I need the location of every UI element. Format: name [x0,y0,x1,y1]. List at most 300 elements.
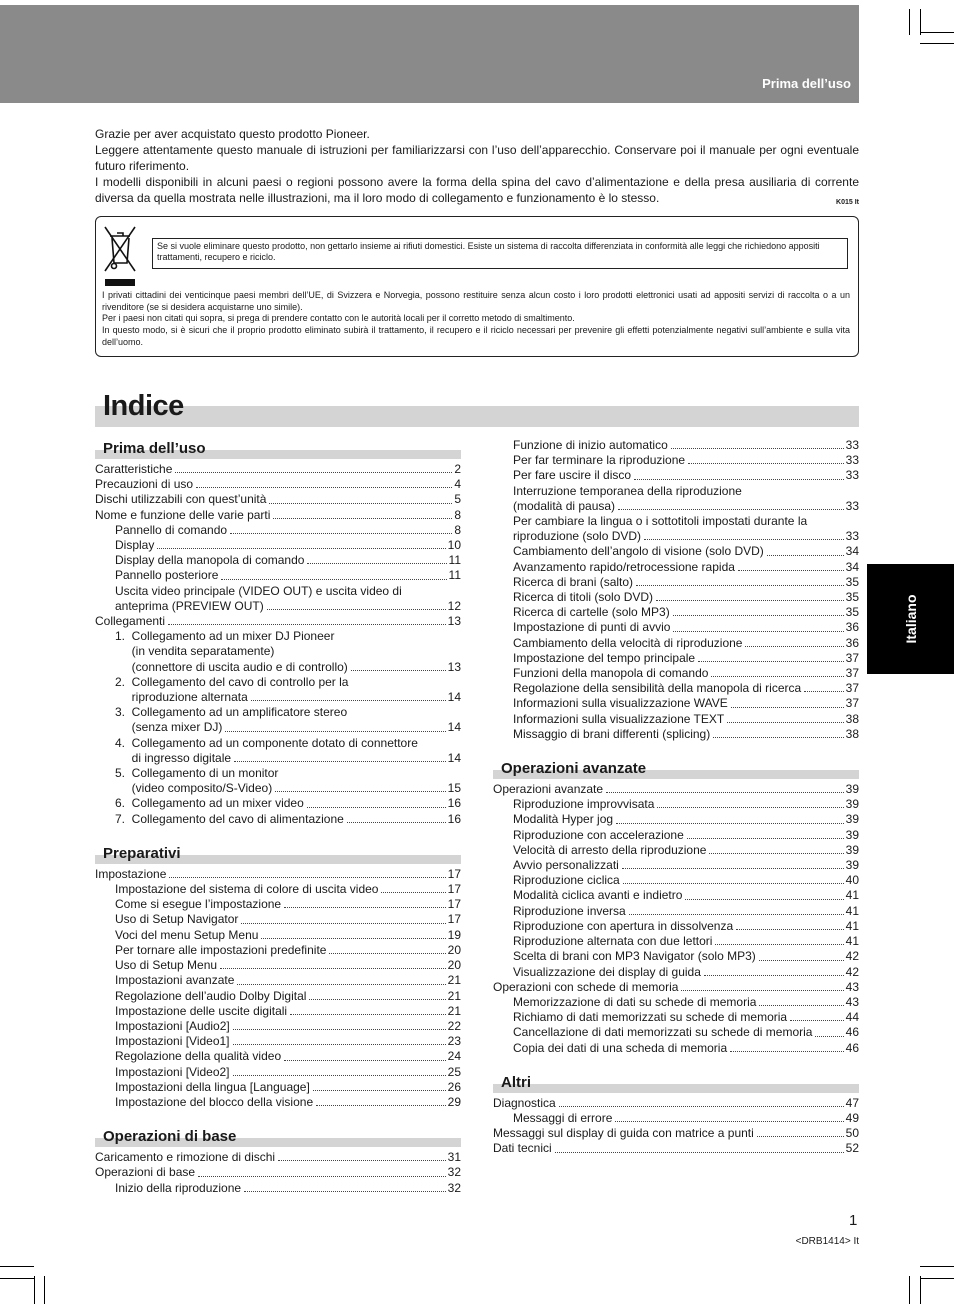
toc-entry-continued: Interruzione temporanea della riproduzione [513,483,742,498]
toc-entry-page: 46 [845,1040,859,1055]
toc-leader-dots [623,883,844,884]
toc-entry[interactable] [95,614,461,629]
toc-entry-page: 15 [447,781,461,796]
toc-entry[interactable] [95,1095,461,1110]
toc-entry[interactable] [95,538,461,553]
toc-entry-title: 6. Collegamento ad un mixer video [115,796,304,811]
toc-entry[interactable] [95,690,461,705]
toc-entry-page: 26 [447,1079,461,1094]
toc-leader-dots [196,487,452,488]
toc-entry-page: 39 [845,842,859,857]
toc-entry-page: 13 [447,614,461,629]
toc-entry[interactable] [95,477,461,492]
toc-leader-dots [244,1191,446,1192]
toc-entry-title: Collegamenti [95,614,166,629]
toc-leader-dots [251,700,446,701]
toc-entry[interactable] [493,1141,859,1156]
toc-leader-dots [290,1014,446,1015]
toc-leader-dots [175,472,452,473]
toc-entry-page: 35 [845,590,859,605]
section-heading [95,843,461,865]
toc-leader-dots [698,661,844,662]
toc-entry-title: Riproduzione inversa [513,903,626,918]
toc-entry-page: 21 [447,1003,461,1018]
toc-leader-dots [759,1005,843,1006]
toc-entry-title: Caricamento e rimozione di dischi [95,1150,276,1165]
toc-leader-dots [687,838,844,839]
toc-entry[interactable] [493,812,859,827]
toc-entry-page: 33 [845,438,859,452]
toc-entry-page: 29 [447,1094,461,1109]
toc-entry[interactable] [95,897,461,912]
toc-leader-dots [555,1152,844,1153]
toc-entry-title: Uso di Setup Menu [115,958,218,973]
toc-leader-dots [657,807,843,808]
toc-entry-page: 35 [845,574,859,589]
toc-entry-title: Messaggi sul display di guida con matrice a punti [493,1126,754,1141]
toc-entry-title: Uso di Setup Navigator [115,912,239,927]
toc-entry[interactable] [493,888,859,903]
toc-leader-dots [685,899,843,900]
toc-entry-continued: 2. Collegamento del cavo di controllo per la [115,674,349,689]
toc-entry-title: Cambiamento dell’angolo di visione (solo DVD) [513,544,764,559]
toc-entry-page: 20 [447,958,461,973]
language-tab [867,564,954,674]
toc-leader-dots [727,722,843,723]
toc-leader-dots [351,670,446,671]
toc-entry-page: 47 [845,1095,859,1110]
toc-leader-dots [616,823,844,824]
toc-entry-page: 37 [845,696,859,711]
toc-entry-page: 35 [845,605,859,620]
toc-entry[interactable] [95,553,461,568]
toc-leader-dots [157,548,445,549]
toc-entry[interactable] [493,529,859,544]
toc-entry-title: 7. Collegamento del cavo di alimentazione [115,811,344,826]
toc-entry-title: Dati tecnici [493,1141,552,1156]
toc-entry-title: Modalità ciclica avanti e indietro [513,888,683,903]
toc-leader-dots [656,600,844,601]
toc-entry-title: Come si esegue l’impostazione [115,897,282,912]
toc-entry-title: Per tornare alle impostazioni predefinite [115,942,327,957]
toc-entry[interactable] [95,867,461,882]
toc-entry-title: Caratteristiche [95,462,173,476]
toc-entry-title: Memorizzazione di dati su schede di memoria [513,994,757,1009]
toc-entry-title: Impostazione del tempo principale [513,650,696,665]
toc-entry[interactable] [95,912,461,927]
toc-entry[interactable] [493,453,859,468]
toc-leader-dots [168,624,446,625]
toc-entry-page: 41 [845,934,859,949]
toc-entry-page: 52 [845,1141,859,1156]
toc-entry-page: 20 [447,942,461,957]
toc-entry[interactable] [493,1126,859,1141]
toc-entry[interactable] [493,1025,859,1040]
toc-entry-title: Inizio della riproduzione [115,1180,242,1195]
toc-entry-page: 49 [845,1110,859,1125]
toc-entry[interactable] [493,858,859,873]
toc-entry[interactable] [493,949,859,964]
toc-leader-dots [269,503,452,504]
toc-leader-dots [673,615,844,616]
toc-leader-dots [622,868,844,869]
toc-entry-page: 42 [845,949,859,964]
toc-entry-title: Impostazioni [Video1] [115,1034,230,1049]
toc-entry-title: riproduzione (solo DVD) [513,529,642,544]
toc-leader-dots [278,1160,446,1161]
section-heading [95,438,461,460]
toc-leader-dots [237,984,445,985]
toc-entry[interactable] [493,797,859,812]
toc-leader-dots [329,953,445,954]
toc-entry[interactable] [95,958,461,973]
toc-entry[interactable] [95,973,461,988]
toc-entry[interactable] [493,620,859,635]
toc-entry-title: riproduzione alternata [115,690,248,705]
toc-entry-title: (senza mixer DJ) [115,720,223,735]
toc-entry-page: 36 [845,635,859,650]
intro-code: K015 It [836,199,859,206]
toc-entry-title: Impostazioni [Video2] [115,1064,230,1079]
toc-entry-page: 37 [845,681,859,696]
toc-entry-page: 16 [447,796,461,811]
toc-leader-dots [804,691,843,692]
toc-entry[interactable] [95,928,461,943]
toc-entry-title: di ingresso digitale [115,750,232,765]
toc-entry-title: Informazioni sulla visualizzazione TEXT [513,711,725,726]
toc-entry[interactable] [95,462,461,477]
section-heading-label: Altri [501,1073,531,1091]
toc-entry-page: 33 [845,498,859,513]
page-number: 1 [849,1212,858,1229]
toc-leader-dots [225,731,445,732]
section-heading [95,1126,461,1148]
toc-entry[interactable] [95,943,461,958]
toc-entry[interactable] [493,575,859,590]
toc-entry[interactable] [95,1080,461,1095]
toc-entry[interactable] [493,499,859,514]
toc-entry-title: anteprima (PREVIEW OUT) [115,598,264,613]
toc-entry-title: Impostazione del sistema di colore di uscita video [115,882,379,897]
toc-entry[interactable] [493,904,859,919]
toc-entry[interactable] [493,696,859,711]
toc-leader-dots [220,968,446,969]
toc-entry-page: 39 [845,858,859,873]
toc-entry[interactable] [95,720,461,735]
toc-leader-dots [715,944,843,945]
intro-line: I modelli disponibili in alcuni paesi o regioni possono avere la forma della spina del cavo d’alimentazione e della presa ausiliaria di corrente diversa da quella mostrata nelle illustrazioni, ma il loro modo di collegamento e funzionamento è lo stesso. K015 It [95,174,859,206]
toc-leader-dots [757,1136,844,1137]
toc-entry-title: Impostazioni avanzate [115,973,235,988]
toc-entry[interactable] [493,666,859,681]
toc-entry-title: Per far terminare la riproduzione [513,453,686,468]
toc-entry-page: 5 [454,492,461,507]
toc-entry[interactable] [493,468,859,483]
weee-notice [95,216,859,357]
toc-entry-page: 43 [845,994,859,1009]
toc-entry[interactable] [95,796,461,811]
toc-leader-dots [198,1176,446,1177]
toc-leader-dots [316,1105,446,1106]
toc-entry-title: Regolazione della sensibilità della manopola di ricerca [513,681,802,696]
toc-leader-dots [559,1106,844,1107]
toc-gap [493,742,859,758]
toc-entry-page: 34 [845,544,859,559]
toc-entry[interactable] [493,438,859,453]
toc-gap [95,1110,461,1126]
toc-entry[interactable] [95,1019,461,1034]
toc-entry-page: 40 [845,873,859,888]
toc-entry-page: 39 [845,782,859,797]
toc-entry-page: 39 [845,827,859,842]
toc-entry[interactable] [493,1041,859,1056]
toc-entry[interactable] [95,781,461,796]
toc-entry-page: 17 [447,897,461,912]
toc-entry[interactable] [95,568,461,583]
toc-leader-dots [738,570,844,571]
toc-leader-dots [347,822,446,823]
toc-entry[interactable] [95,1034,461,1049]
toc-entry-page: 13 [447,659,461,674]
toc-entry-page: 41 [845,918,859,933]
toc-leader-dots [381,892,445,893]
toc-entry-title: Dischi utilizzabili con quest’unità [95,492,267,507]
toc-entry[interactable] [95,1150,461,1165]
toc-leader-dots [284,1060,446,1061]
toc-entry-title: Impostazione del blocco della visione [115,1094,314,1109]
toc-entry-page: 41 [845,903,859,918]
toc-entry[interactable] [493,560,859,575]
toc-entry-title: Messaggi di errore [513,1110,613,1125]
toc-entry[interactable] [493,919,859,934]
toc-leader-dots [233,1075,446,1076]
toc-entry-page: 44 [845,1010,859,1025]
toc-leader-dots [634,479,844,480]
toc-entry[interactable] [493,980,859,995]
toc-entry[interactable] [493,1010,859,1025]
toc-gap [493,1056,859,1072]
crossed-out-wheelie-bin-icon [102,223,138,287]
toc-entry-page: 16 [447,811,461,826]
toc-leader-dots [815,1036,843,1037]
toc-entry-page: 39 [845,797,859,812]
toc-entry-page: 39 [845,812,859,827]
toc-entry-title: Operazioni con schede di memoria [493,979,679,994]
toc-entry-title: Cambiamento della velocità di riproduzione [513,635,743,650]
toc-entry-title: Display [115,538,155,553]
toc-entry-page: 36 [845,620,859,635]
toc-entry-title: Cancellazione di dati memorizzati su schede di memoria [513,1025,813,1040]
toc-entry[interactable] [95,508,461,523]
toc-entry-page: 32 [447,1180,461,1195]
toc-entry-title: Diagnostica [493,1095,556,1110]
toc-entry[interactable] [493,934,859,949]
toc-entry-title: Precauzioni di uso [95,477,194,492]
toc-entry-title: Ricerca di cartelle (solo MP3) [513,605,670,620]
toc-leader-dots [313,1090,446,1091]
toc-entry[interactable] [95,492,461,507]
toc-entry-page: 33 [845,529,859,544]
toc-leader-dots [736,929,844,930]
toc-leader-dots [267,609,446,610]
toc-leader-dots [309,999,445,1000]
section-label: Prima dell’uso [762,76,851,91]
toc-entry[interactable] [95,751,461,766]
toc-entry-continued: 4. Collegamento ad un componente dotato di connettore [115,735,418,750]
weee-body [102,290,850,349]
toc-leader-dots [673,631,843,632]
toc-entry-page: 11 [448,553,461,568]
toc-entry-title: Impostazioni della lingua [Language] [115,1079,310,1094]
toc-entry-title: Nome e funzione delle varie parti [95,507,271,522]
toc-entry-page: 24 [447,1049,461,1064]
toc-entry-title: Display della manopola di comando [115,553,305,568]
toc-leader-dots [234,761,446,762]
toc-entry[interactable] [95,599,461,614]
toc-entry-title: Pannello posteriore [115,568,219,583]
toc-entry-continued: 3. Collegamento ad un amplificatore stereo [115,705,348,720]
toc-leader-dots [671,448,844,449]
toc-entry-continued: Per cambiare la lingua o i sottotitoli impostati durante la [513,514,808,529]
toc-entry-title: (video composito/S-Video) [115,781,273,796]
toc-leader-dots [745,646,843,647]
toc-leader-dots [307,563,446,564]
toc-entry[interactable] [493,712,859,727]
toc-leader-dots [233,1044,446,1045]
toc-leader-dots [759,960,844,961]
toc-entry-page: 17 [447,866,461,881]
toc-entry[interactable] [493,544,859,559]
toc-entry-title: Visualizzazione dei display di guida [513,964,701,979]
toc-entry-page: 8 [454,507,461,522]
toc-entry-page: 42 [845,964,859,979]
section-heading [493,1072,859,1094]
toc-entry-continued: 5. Collegamento di un monitor [115,766,279,781]
toc-leader-dots [709,853,843,854]
toc-leader-dots [233,1029,446,1030]
toc-entry-title: Avanzamento rapido/retrocessione rapida [513,559,735,574]
toc-leader-dots [169,877,445,878]
toc-entry[interactable] [493,843,859,858]
toc-entry-page: 10 [447,538,461,553]
toc-entry[interactable] [95,1049,461,1064]
toc-leader-dots [636,585,844,586]
toc-entry-title: Funzioni della manopola di comando [513,666,709,681]
toc-leader-dots [790,1020,844,1021]
toc-entry-page: 14 [447,690,461,705]
toc-entry-title: Riproduzione con accelerazione [513,827,684,842]
toc-leader-dots [681,990,843,991]
toc-entry-title: Modalità Hyper jog [513,812,614,827]
toc-entry[interactable] [95,882,461,897]
toc-leader-dots [713,737,843,738]
toc-entry-page: 2 [454,462,461,476]
toc-entry-title: Impostazioni [Audio2] [115,1018,230,1033]
toc-entry[interactable] [95,989,461,1004]
toc-entry[interactable] [95,1065,461,1080]
toc-entry-page: 21 [447,973,461,988]
toc-entry[interactable] [95,523,461,538]
intro-text [95,126,859,211]
section-heading-label: Operazioni avanzate [501,760,647,778]
toc-entry-page: 37 [845,650,859,665]
toc-leader-dots [730,1051,844,1052]
toc-entry[interactable] [493,873,859,888]
toc-entry[interactable] [493,828,859,843]
toc-entry[interactable] [95,1181,461,1196]
toc-entry[interactable] [493,1111,859,1126]
toc-entry-page: 23 [447,1034,461,1049]
toc-entry[interactable] [493,605,859,620]
toc-entry-title: Missaggio di brani differenti (splicing) [513,726,711,741]
toc-entry[interactable] [95,1004,461,1019]
toc-entry-title: Riproduzione ciclica [513,873,620,888]
toc-entry-page: 17 [447,912,461,927]
toc-entry[interactable] [95,660,461,675]
toc-leader-dots [767,555,844,556]
toc-entry[interactable] [493,1096,859,1111]
weee-inner-box: Se si vuole eliminare questo prodotto, non gettarlo insieme ai rifiuti domestici. Esiste un sistema di raccolta differenziata in conformità alle leggi che richiedono appositi trattamenti, recupero e riciclo. [152,238,848,269]
intro-line: Grazie per aver acquistato questo prodotto Pioneer. [95,127,370,141]
toc-entry-title: Per fare uscire il disco [513,468,632,483]
toc-entry-continued: Uscita video principale (VIDEO OUT) e uscita video di [115,583,402,598]
page-title: Indice [103,390,184,422]
toc-entry-page: 12 [447,598,461,613]
toc-leader-dots [221,579,446,580]
toc-entry[interactable] [95,812,461,827]
weee-paragraph: I privati cittadini dei venticinque paesi membri dell’UE, di Svizzera e Norvegia, possono restituire senza alcun costo i loro prodotti elettronici usati ad appositi servizi di raccolta o a un rivenditore (se si desidera acquistarne uno simile). [102,290,850,312]
toc-entry-page: 32 [447,1165,461,1180]
toc-leader-dots [284,907,446,908]
toc-entry[interactable] [493,995,859,1010]
toc-entry[interactable] [493,782,859,797]
toc-entry[interactable] [493,636,859,651]
toc-entry[interactable] [95,1165,461,1180]
toc-entry-title: Ricerca di titoli (solo DVD) [513,590,654,605]
toc-entry-title: Richiamo di dati memorizzati su schede di memoria [513,1010,788,1025]
toc-entry-title: (connettore di uscita audio e di controllo) [115,659,348,674]
toc-leader-dots [711,676,843,677]
section-heading-label: Operazioni di base [103,1128,237,1146]
language-tab-label: Italiano [902,594,919,644]
toc-entry[interactable] [493,965,859,980]
toc-leader-dots [688,463,844,464]
document-code: <DRB1414> It [795,1236,859,1247]
toc-entry-page: 34 [845,559,859,574]
toc-entry-page: 31 [447,1150,461,1165]
toc-entry[interactable] [493,681,859,696]
toc-leader-dots [307,807,446,808]
toc-leader-dots [731,707,844,708]
weee-paragraph: Per i paesi non citati qui sopra, si prega di prendere contatto con le autorità locali per il corretto metodo di smaltimento. [102,313,575,324]
toc-entry-title: Informazioni sulla visualizzazione WAVE [513,696,728,711]
toc-entry-title: Impostazione [95,866,167,881]
toc-entry[interactable] [493,651,859,666]
toc-leader-dots [618,509,844,510]
toc-entry-title: Riproduzione improvvisata [513,797,655,812]
toc-entry[interactable] [493,727,859,742]
toc-entry-title: Velocità di arresto della riproduzione [513,842,707,857]
title-bar [95,406,859,427]
toc-leader-dots [275,791,445,792]
toc-entry-page: 43 [845,979,859,994]
toc-entry[interactable] [493,590,859,605]
section-heading-label: Prima dell’uso [103,440,206,457]
toc-entry-page: 38 [845,711,859,726]
weee-paragraph: In questo modo, si è sicuri che il proprio prodotto eliminato subirà il trattamento, il recupero e il riciclo necessari per prevenire gli effetti potenzialmente negativi sull’ambiente e sulla vita dell’uomo. [102,325,850,347]
toc-entry-page: 33 [845,453,859,468]
toc-leader-dots [606,792,844,793]
